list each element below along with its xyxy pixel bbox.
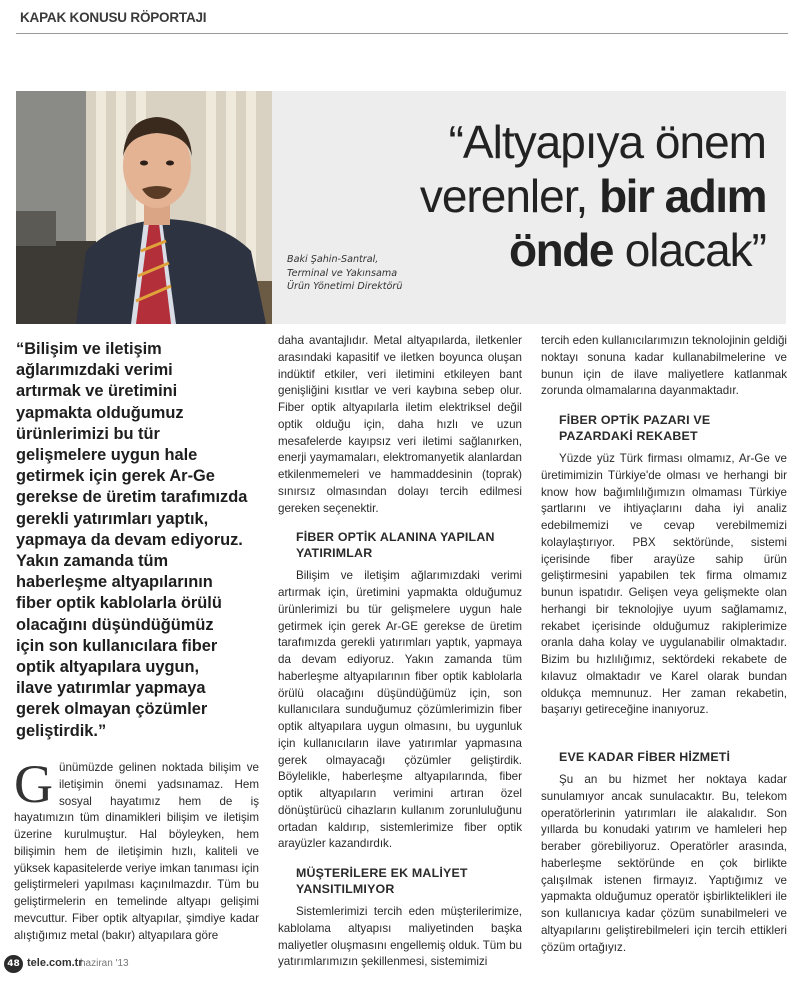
article-column-1 xyxy=(14,754,259,944)
subheading-fiber-to-home: EVE KADAR FİBER HİZMETİ xyxy=(559,750,731,764)
footer-date: haziran '13 xyxy=(80,958,129,969)
subheading-investments: FİBER OPTİK ALANINA YAPILAN YATIRIMLAR xyxy=(296,530,495,561)
paragraph: Bilişim ve iletişim ağlarımızdaki verimi artırmak için, üretimini yapmakta olduğumuz ürünlerimizi bu tür gelişmelere uygun hale getirmek için gerek Ar-GE gerekse de üretim tarafımızda gerekli yatırımları yaptık, yapmaya da devam ediyoruz. Yakın zamanda tüm haberleşme altyapılarının fiber optik kablolarla örülü olacağını düşündüğümüz için, son kullanıcılara sunduğumuz çözümlerimizin fiber optik altyapılara uygun olmasını, bu uygunluk için kullanıcıların ilave yatırımlar yapmasına gerek olmayacağı çözümler geliştirdik. Böylelikle, haberleşme altyapılarında, fiber optik altyapıların verimini artıran özel dönüştürücü cihazların kullanım zorunluluğunu ortadan kaldırıp, sistemlerimize fiber optik arayüzler kazandırdık. xyxy=(278,569,522,851)
paragraph: tercih eden kullanıcılarımızın teknolojinin geldiği noktayı sonuna kadar kullanabilmelerine ve bunun için de ilave maliyetlere katlanmak zorunda olmamalarına dayanmaktadır. xyxy=(541,334,787,398)
footer-site: tele.com.tr xyxy=(27,957,83,969)
drop-cap: G xyxy=(14,754,53,814)
section-label: KAPAK KONUSU RÖPORTAJI xyxy=(20,10,207,25)
portrait-illustration xyxy=(16,91,272,324)
intro-paragraph: Günümüzde gelinen noktada bilişim ve iletişimin önemi yadsınamaz. Hem sosyal hayatımız hem de iş hayatımızın tüm dinamikleri bilişim ve iletişim üzerine kurulmuştur. Hal böyleyken, hem bilişimin hem de iletişimin hızlı, kaliteli ve yüksek kapasitelerde veriye imkan tanıması için geliştirmeleri yapılması kaçınılmazdır. Tüm bu geliştirmelerin en temelinde altyapı gelişimi mevcuttur. Fiber optik altyapılar, şimdiye kadar alıştığımız metal (bakır) altyapılara göre xyxy=(14,754,259,942)
pull-quote: “Bilişim ve iletişim ağlarımızdaki verimi artırmak ve üretimini yapmakta olduğumuz ürünlerimizi bu tür gelişmelere uygun hale getirmek için gerek Ar-Ge gerekse de üretim tarafımızda gerekli yatırımları yaptık, yapmaya da devam ediyoruz. Yakın zamanda tüm haberleşme altyapılarının fiber optik kablolarla örülü olacağını düşündüğümüz için son kullanıcılara fiber optik altyapılara uygun, ilave yatırımlar yapmaya gerek olmayan çözümler geliştirdik.” xyxy=(16,340,248,740)
paragraph: Sistemlerimizi tercih eden müşterilerimize, kablolama altyapısı maliyetinden başka maliyetler oluşmasını engellemiş olduk. Tüm bu yatırımlarımızın şekillenmesi, sistemimizi xyxy=(278,905,523,969)
headline-line-1: “Altyapıya önem xyxy=(448,116,766,168)
article-column-2 xyxy=(278,333,522,971)
paragraph: Şu an bu hizmet her noktaya kadar sunulamıyor ancak sunulacaktır. Bu, telekom operatörlerinin yatırımları ile alakalıdır. Son yıllarda bu konudaki yatırım ve hamleleri hep beraber görebiliyoruz. Operatörler arasında, haberleşme sektöründe en çok birlikte çalışılmak istenen firmayız. Yaptığımız ve yapmakta olduğumuz operatör işbirliktelikleri ile son kullanıcıya kadar çözüm sunabilmeleri ve altyapılarını geliştirebilmeleri için tercih ettikleri çözüm ortağıyız. xyxy=(541,773,787,954)
hero-banner xyxy=(16,91,786,324)
headline-line-2: verenler, bir adım xyxy=(419,170,766,222)
headline-line-3: önde olacak” xyxy=(509,224,766,276)
paragraph: daha avantajlıdır. Metal altyapılarda, iletkenler arasındaki kapasitif ve iletken boyunca oluşan indüktif etkiler, veri iletimini etkileyen bant genişliğini kısıtlar ve veri kaybına sebep olur. Fiber optik altyapılarla iletim elektriksel değil optik olduğu için, daha hızlı ve uzun mesafelerde kayıpsız veri iletimi sağlanırken, enerji yaymamaları, elektromanyetik alanlardan etkilenmemeleri ve hammaddesinin (toprak) sınırsız olmasından dolayı tercih edilmesi gereken seçenektir. xyxy=(278,334,522,515)
page-number-badge: 48 xyxy=(4,955,23,973)
article-column-3 xyxy=(541,333,787,956)
subheading-market-competition: FİBER OPTİK PAZARI VE PAZARDAKİ REKABET xyxy=(559,413,711,443)
subheading-no-extra-cost: MÜŞTERİLERE EK MALİYET YANSITILMIYOR xyxy=(296,866,468,896)
portrait-photo xyxy=(16,91,272,324)
top-divider xyxy=(16,33,788,34)
photo-caption: Baki Şahin-Santral, Terminal ve Yakınsama Ürün Yönetimi Direktörü xyxy=(287,254,403,292)
paragraph: Yüzde yüz Türk firması olmamız, Ar-Ge ve üretimimizin Türkiye'de olması ve herhangi bir know how bağımlılığımızın olmaması Türkiye şartlarını ve ihtiyaçlarını daha iyi analiz edebilmemizi ve cevap verebilmemizi kolaylaştırıyor. PBX sektöründe, sistemi içerisinde fiber arayüze sahip ürün geliştirmesini yapabilen tek firma olmamız bunun ispatıdır. Gelişen veya gelişmekte olan herhangi bir teknolojiye uyum sağlamamız, rekabet içerisinde olduğumuz rakiplerimize oranla daha kolay ve uygulanabilir olmaktadır. Bizim bu hızlılığımız, sektördeki rekabete de kılavuz olmaktadır ve Karel olarak bundan oldukça memnunuz. Her zaman rekabetin, başarıyı getireceğine inanıyoruz. xyxy=(541,452,787,717)
